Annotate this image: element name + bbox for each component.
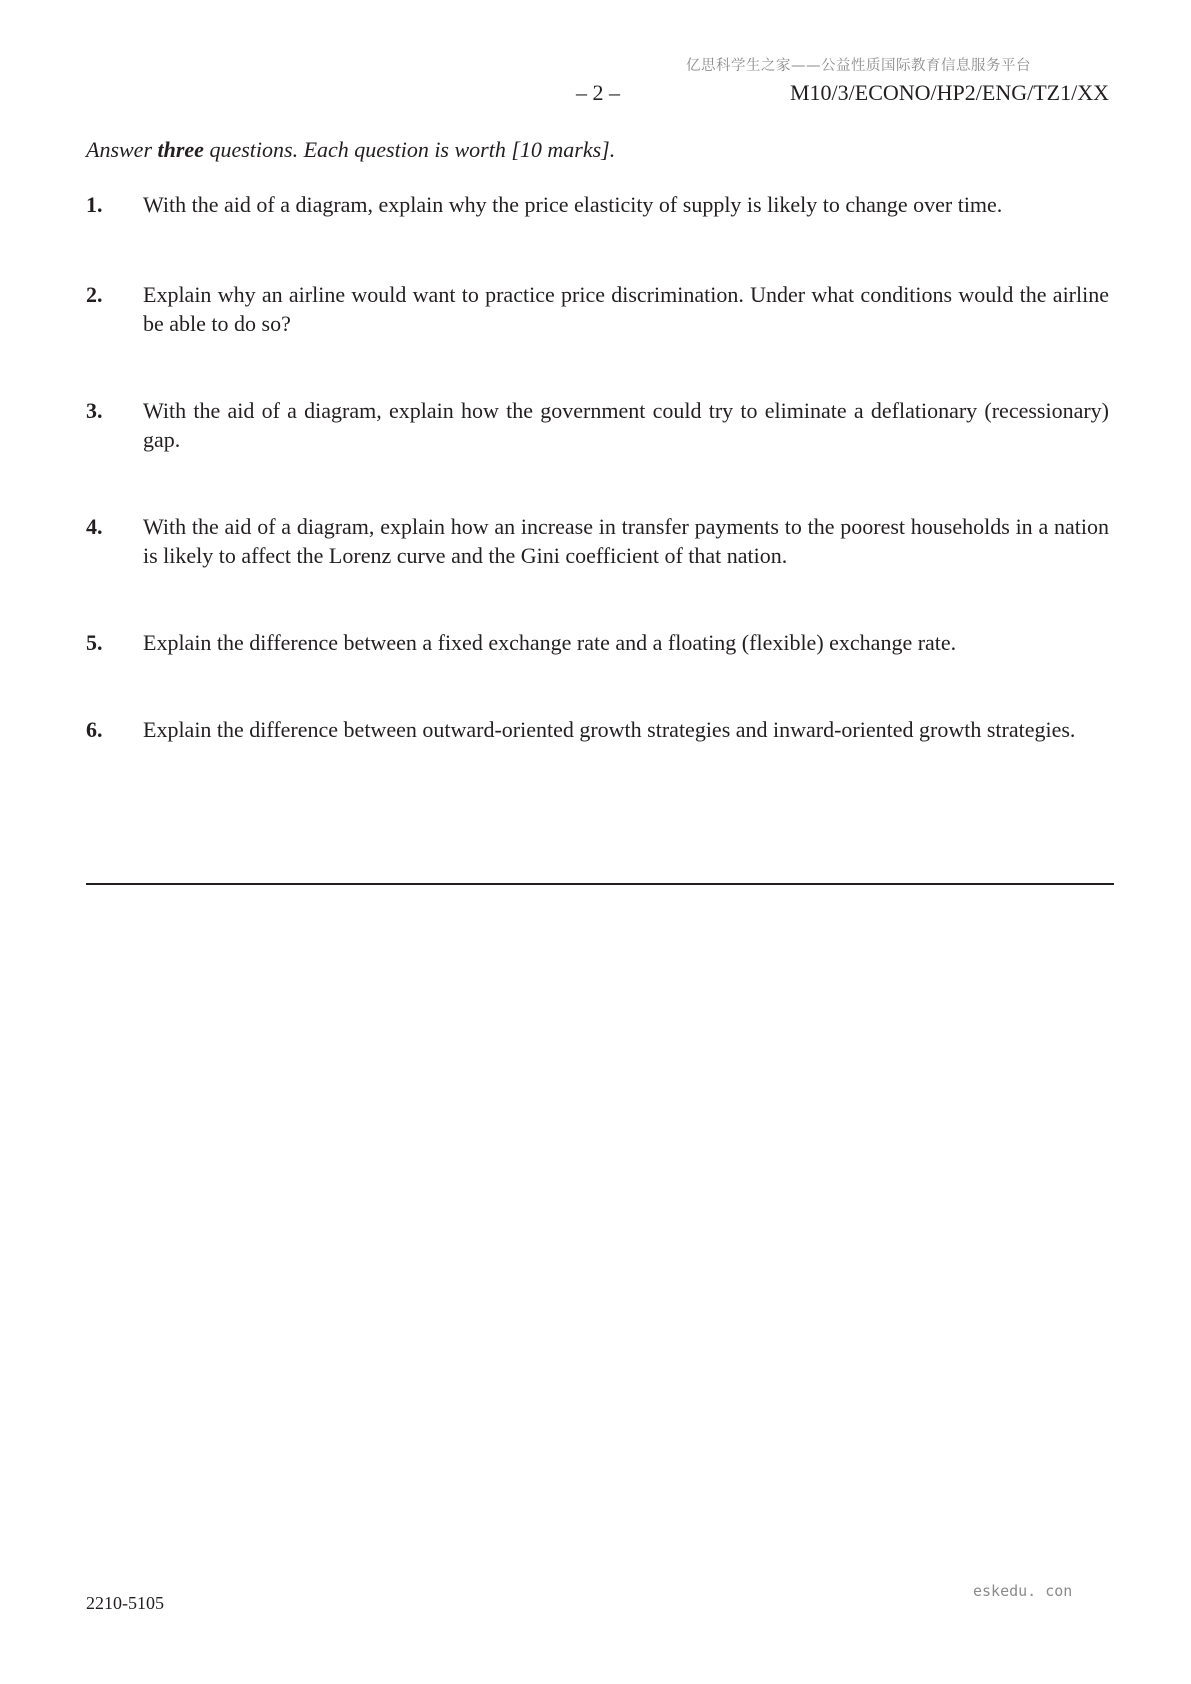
question-text: With the aid of a diagram, explain how an increase in transfer payments to the poorest households in a nation is likely to affect the Lorenz curve and the Gini coefficient of that nation. — [143, 514, 1109, 568]
question-text: With the aid of a diagram, explain why the price elasticity of supply is likely to change over time. — [143, 192, 1003, 217]
question-number: 6. — [86, 717, 103, 742]
question-number: 1. — [86, 192, 103, 217]
question-2 — [86, 280, 1109, 338]
watermark-bottom: eskedu. con — [973, 1582, 1073, 1600]
instructions-suffix: questions. Each question is worth [10 marks]. — [203, 137, 616, 162]
question-text: Explain the difference between a fixed exchange rate and a floating (flexible) exchange rate. — [143, 630, 957, 655]
end-rule — [86, 883, 1114, 885]
page-number: – 2 – — [576, 80, 620, 105]
watermark-top: 亿思科学生之家——公益性质国际教育信息服务平台 — [686, 58, 1031, 74]
question-number: 4. — [86, 514, 103, 539]
question-number: 3. — [86, 398, 103, 423]
instructions — [86, 137, 615, 163]
instructions-prefix: Answer — [86, 137, 158, 162]
footer-code: 2210-5105 — [86, 1593, 164, 1613]
question-number: 2. — [86, 282, 103, 307]
instructions-emphasis: three — [157, 137, 204, 162]
question-text: With the aid of a diagram, explain how the government could try to eliminate a deflationary (recessionary) gap. — [143, 398, 1109, 452]
question-6 — [86, 715, 1109, 744]
question-number: 5. — [86, 630, 103, 655]
question-3 — [86, 396, 1109, 454]
question-text: Explain why an airline would want to practice price discrimination. Under what conditions would the airline be able to do so? — [143, 282, 1109, 336]
question-text: Explain the difference between outward-oriented growth strategies and inward-oriented growth strategies. — [143, 717, 1076, 742]
question-1 — [86, 190, 1109, 219]
paper-code: M10/3/ECONO/HP2/ENG/TZ1/XX — [790, 80, 1109, 105]
question-5 — [86, 628, 1109, 657]
question-4 — [86, 512, 1109, 570]
